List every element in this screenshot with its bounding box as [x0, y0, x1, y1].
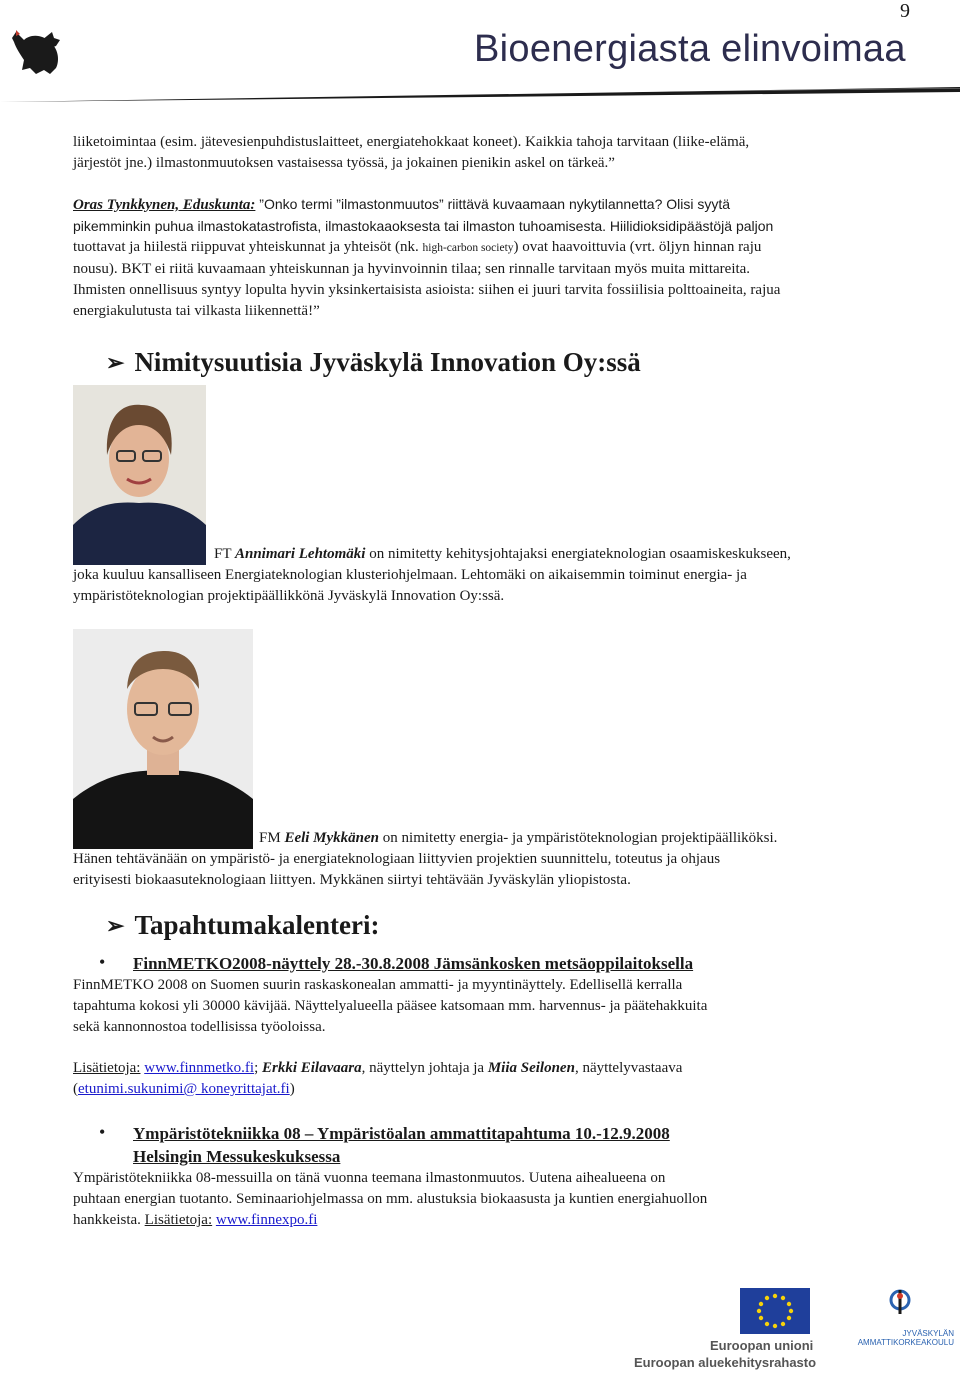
eu-fund-text: Euroopan aluekehitysrahasto [634, 1355, 817, 1370]
event-title-ymparistotekniikka-1: Ympäristötekniikka 08 – Ympäristöalan ammattitapahtuma 10.-12.9.2008 [133, 1124, 670, 1143]
event-title-finnmetko: FinnMETKO2008-näyttely 28.-30.8.2008 Jämsänkosken metsäoppilaitoksella [133, 954, 694, 973]
capercaillie-bird-icon [6, 26, 62, 78]
email-link[interactable]: etunimi.sukunimi@ koneyrittajat.fi [78, 1081, 290, 1097]
appointment-lehtomaki: FT Annimari Lehtomäki on nimitetty kehitysjohtajaksi energiateknologian osaamiskeskukseen, joka kuuluu kansalliseen Energiateknologian klusteriohjelmaan. Lehtomäki on aikaisemmin toiminut energia- ja ympäristöteknologian projektipäällikkönä Jyväskylä Innovation Oy:ssä. [73, 385, 903, 607]
jamk-emblem-icon [848, 1288, 948, 1324]
event-ymparistotekniikka: • Ympäristötekniikka 08 – Ympäristöalan ammattitapahtuma 10.-12.9.2008 Helsingin Messukeskuksessa Ympäristötekniikka 08-messuilla on tänä vuonna teemana ilmastonmuutos. Uutena aihealueena on puhtaan energian tuotanto. Seminaariohjelmassa on mm. alustuksia biokaasusta ja kuntien energiahuollon hankkeista. Lisätietoja: www.finnexpo.fi [73, 1122, 903, 1231]
contact-seilonen: Miia Seilonen [487, 1060, 575, 1076]
arrow-bullet-icon: ➢ [106, 913, 125, 938]
appointment-mykkanen: FM Eeli Mykkänen on nimitetty energia- ja ympäristöteknologian projektipäälliköksi. Hänen tehtävänään on ympäristö- ja energiateknologiaan liittyvien projektien suunnittelu, toteutus ja ohjaus erityisesti biokaasuteknologiaan liittyen. Mykkänen siirtyi tehtävään Jyväskylän yliopistosta. [73, 629, 903, 891]
header-title: Bioenergiasta elinvoimaa [474, 28, 906, 70]
page-number: 9 [900, 0, 910, 22]
page-content [73, 132, 903, 1231]
intro-text: liiketoimintaa (esim. jätevesienpuhdistuslaitteet, energiatehokkaat koneet). Kaikkia tahoja tarvitaan (liike-elämä, järjestöt jne.) ilmastonmuutoksen vastaisessa työssä, ja jokainen pienikin askel on tärkeä.” [73, 134, 750, 171]
info-label: Lisätietoja: [144, 1212, 213, 1228]
event-title-ymparistotekniikka-2: Helsingin Messukeskuksessa [133, 1147, 341, 1166]
bullet-icon: • [99, 1122, 106, 1142]
contact-eilavaara: Erkki Eilavaara [262, 1060, 362, 1076]
eu-logo [740, 1288, 810, 1339]
section-heading-events: ➢ Tapahtumakalenteri: [106, 910, 380, 940]
person-name-mykkanen: Eeli Mykkänen [284, 830, 380, 846]
header-bar [0, 86, 960, 102]
bullet-icon: • [99, 952, 106, 972]
link-finnexpo[interactable]: www.finnexpo.fi [215, 1212, 318, 1228]
jamk-logo: JYVÄSKYLÄN AMMATTIKORKEAKOULU [848, 1288, 954, 1347]
quote-paragraph: Oras Tynkkynen, Eduskunta: ”Onko termi ”ilmastonmuutos” riittävä kuvaamaan nykytilannetta? Olisi syytä pikemminkin puhua ilmastokatastrofista, ilmastokaaoksesta tai ilmaston tuhoamisesta. Hiilidioksidipäästöjä paljon [73, 196, 774, 234]
link-finnmetko[interactable]: www.finnmetko.fi [144, 1060, 255, 1076]
event-finnmetko: • FinnMETKO2008-näyttely 28.-30.8.2008 Jämsänkosken metsäoppilaitoksella FinnMETKO 2008 on Suomen suurin raskaskonealan ammatti- ja myyntinäyttely. Edellisellä kerralla tapahtuma kokosi yli 30000 kävijää. Näyttelyalueella pääsee katsomaan mm. harvennus- ja päätehakkuita sekä kannonnostoa todellisissa työoloissa. Lisätietoja: www.finnmetko.fi; Erkki Eilavaara, näyttelyn johtaja ja Miia Seilonen, näyttelyvastaava (etunimi.sukunimi@ koneyrittajat.fi) [73, 952, 903, 1100]
eu-text: Euroopan unioni [710, 1338, 814, 1353]
photo-annimari-lehtomaki [73, 385, 206, 565]
info-label: Lisätietoja: [73, 1060, 141, 1076]
photo-eeli-mykkanen [73, 629, 253, 849]
person-name-lehtomaki: Annimari Lehtomäki [234, 546, 366, 562]
eu-flag-icon [740, 1288, 810, 1334]
quote-speaker: Oras Tynkkynen, Eduskunta: [73, 197, 256, 213]
section-heading-appointments: ➢ Nimitysuutisia Jyväskylä Innovation Oy:ssä [106, 347, 641, 377]
quote-continuation: tuottavat ja hiilestä riippuvat yhteiskunnat ja yhteisöt (nk. high-carbon society) ovat haavoittuvia (vrt. öljyn hinnan raju nousu). BKT ei riitä kuvaamaan yhteiskunnan ja hyvinvoinnin tilaa; sen rinnalle tarvitaan myös muita mittareita. Ihmisten onnellisuus syntyy lopulta hyvin yksinkertaisista asioista: siihen ei juuri tarvita fossiilisia polttoaineita, rajua energiakulutusta tai vilkasta liikennettä!” [73, 239, 781, 319]
arrow-bullet-icon: ➢ [106, 350, 125, 375]
